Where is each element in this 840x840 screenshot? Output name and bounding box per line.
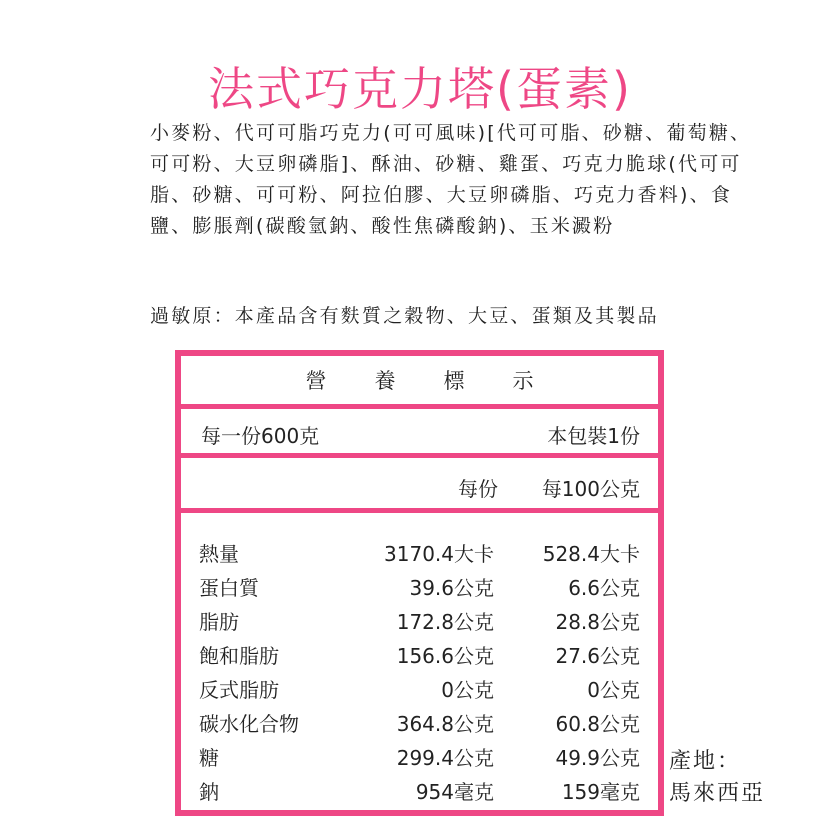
nutrient-per-100g: 60.8公克 (555, 712, 640, 736)
nutrient-name: 熱量 (199, 542, 239, 566)
panel-title-char: 養 (374, 369, 396, 393)
nutrient-per-100g: 159毫克 (561, 780, 640, 804)
nutrient-per-100g: 49.9公克 (555, 746, 640, 770)
nutrient-per-serving: 39.6公克 (409, 576, 494, 600)
panel-title-char: 營 (305, 369, 327, 393)
serving-info (181, 409, 658, 453)
nutrient-name: 鈉 (199, 780, 219, 804)
nutrient-name: 糖 (199, 746, 219, 770)
nutrition-facts-panel (175, 350, 664, 816)
panel-title-char: 示 (512, 369, 534, 393)
origin-value: 馬來西亞 (669, 781, 766, 806)
column-header-per-100g: 每100公克 (541, 477, 640, 501)
origin-info (669, 746, 765, 810)
nutrient-name: 脂肪 (199, 610, 239, 634)
serving-size: 每一份600克 (201, 424, 320, 448)
nutrient-per-serving: 0公克 (441, 678, 494, 702)
ingredients-text: 小麥粉、代可可脂巧克力(可可風味)[代可可脂、砂糖、葡萄糖、可可粉、大豆卵磷脂]、酥油、砂糖、雞蛋、巧克力脆球(代可可脂、砂糖、可可粉、阿拉伯膠、大豆卵磷脂、巧克力香料)、食鹽、膨脹劑(碳酸氫鈉、酸性焦磷酸鈉)、玉米澱粉 (150, 122, 752, 237)
nutrient-per-serving: 172.8公克 (396, 610, 494, 634)
product-title: 法式巧克力塔(蛋素) (208, 61, 632, 116)
nutrient-row (181, 670, 658, 704)
column-header-row (181, 458, 658, 508)
nutrient-per-serving: 3170.4大卡 (384, 542, 494, 566)
nutrient-table (181, 534, 658, 806)
nutrient-name: 反式脂肪 (199, 678, 279, 702)
nutrient-name: 飽和脂肪 (199, 644, 279, 668)
allergen-text: 過敏原：本產品含有麩質之穀物、大豆、蛋類及其製品 (150, 305, 659, 327)
nutrient-per-serving: 156.6公克 (396, 644, 494, 668)
nutrient-per-100g: 27.6公克 (555, 644, 640, 668)
origin-label: 產地： (669, 749, 742, 774)
nutrient-row (181, 568, 658, 602)
nutrient-row (181, 602, 658, 636)
nutrient-per-100g: 28.8公克 (555, 610, 640, 634)
nutrient-row (181, 738, 658, 772)
servings-per-package: 本包裝1份 (547, 424, 640, 448)
nutrient-name: 碳水化合物 (199, 712, 299, 736)
nutrient-row (181, 704, 658, 738)
nutrient-row (181, 534, 658, 568)
nutrient-per-serving: 364.8公克 (396, 712, 494, 736)
nutrient-per-100g: 6.6公克 (568, 576, 640, 600)
divider (181, 508, 658, 513)
nutrient-per-100g: 528.4大卡 (542, 542, 640, 566)
nutrient-row (181, 772, 658, 806)
nutrient-per-serving: 954毫克 (415, 780, 494, 804)
panel-title-char: 標 (443, 369, 465, 393)
nutrient-per-100g: 0公克 (587, 678, 640, 702)
nutrition-panel-title (181, 356, 658, 404)
column-header-per-serving: 每份 (458, 477, 498, 501)
nutrient-name: 蛋白質 (199, 576, 259, 600)
nutrient-row (181, 636, 658, 670)
nutrient-per-serving: 299.4公克 (396, 746, 494, 770)
